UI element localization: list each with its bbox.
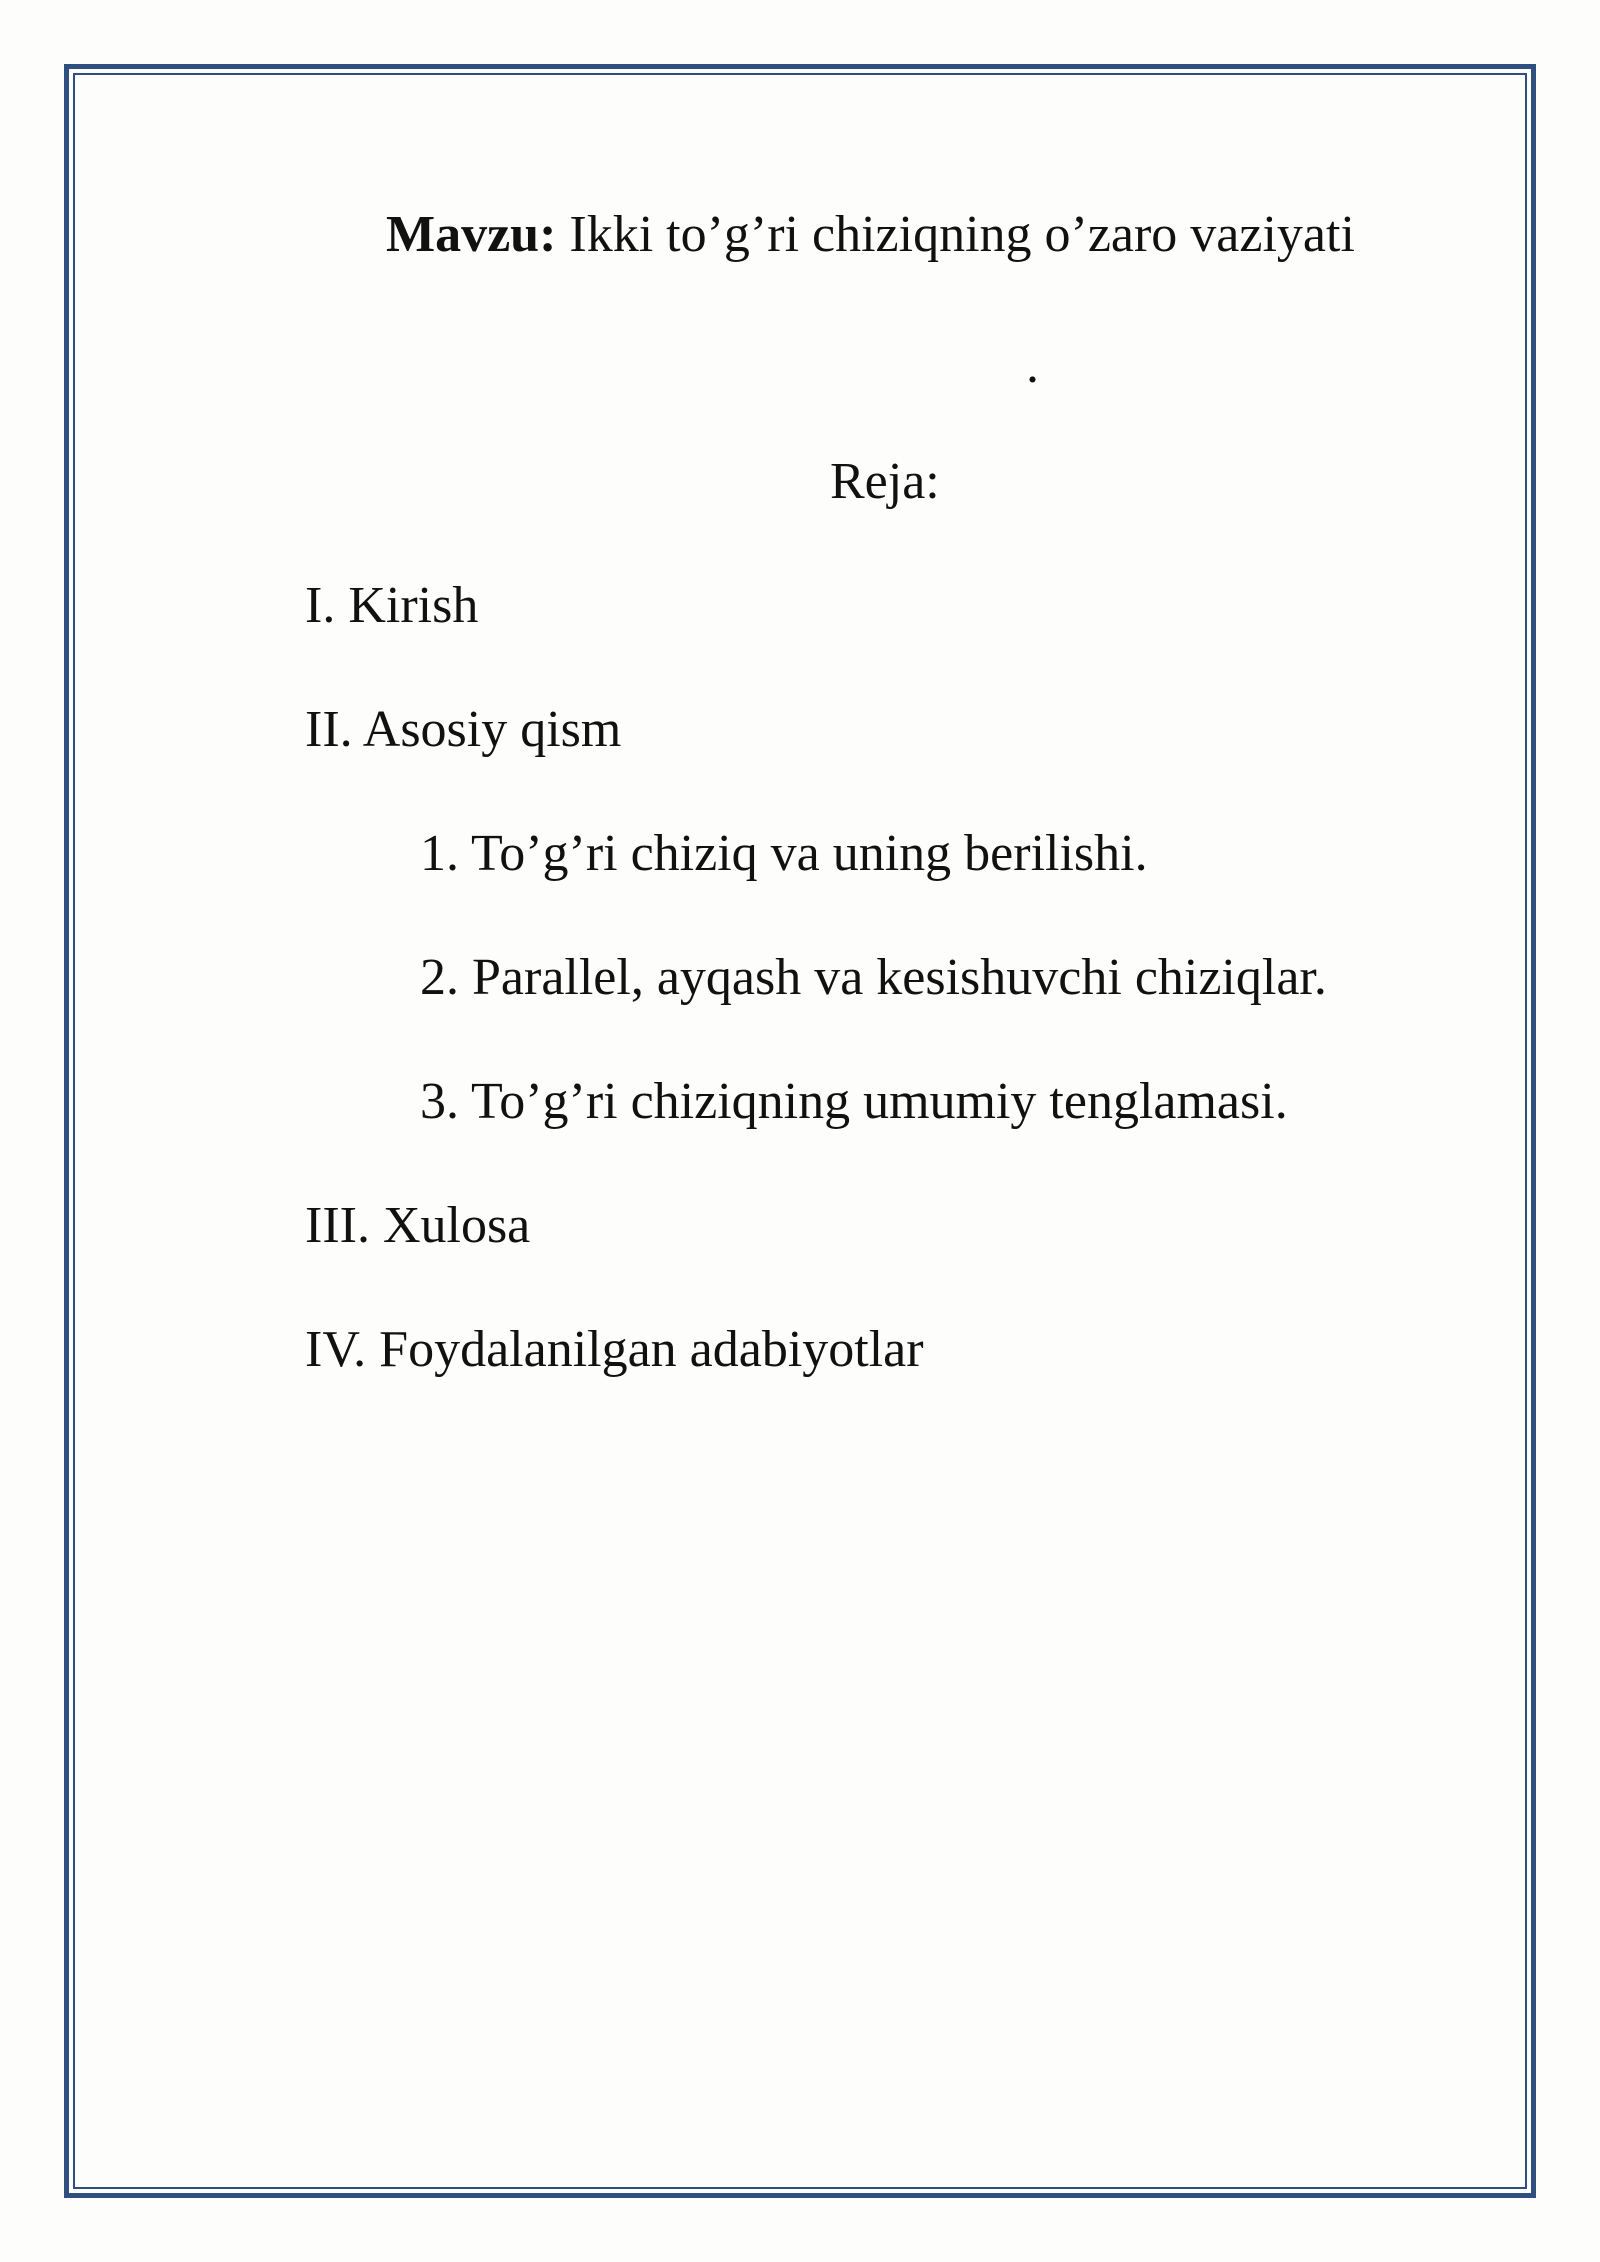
outline-item-references: IV. Foydalanilgan adabiyotlar — [305, 1321, 924, 1378]
plan-heading: Reja: — [830, 453, 940, 510]
topic-label: Mavzu: — [386, 206, 557, 263]
outline-item-intro: I. Kirish — [305, 577, 479, 634]
outline-subitem-1: 1. To’g’ri chiziq va uning berilishi. — [420, 825, 1148, 882]
topic-text: Ikki to’g’ri chiziqning o’zaro vaziyati — [556, 206, 1355, 263]
outline-subitem-2: 2. Parallel, ayqash va kesishuvchi chiziqlar. — [420, 949, 1327, 1006]
outline-subitem-3: 3. To’g’ri chiziqning umumiy tenglamasi. — [420, 1073, 1288, 1130]
outline-item-main: II. Asosiy qism — [305, 701, 622, 758]
outline-item-conclusion: III. Xulosa — [305, 1197, 531, 1254]
separator-dot: . — [1026, 337, 1039, 394]
topic-title — [386, 205, 1355, 265]
